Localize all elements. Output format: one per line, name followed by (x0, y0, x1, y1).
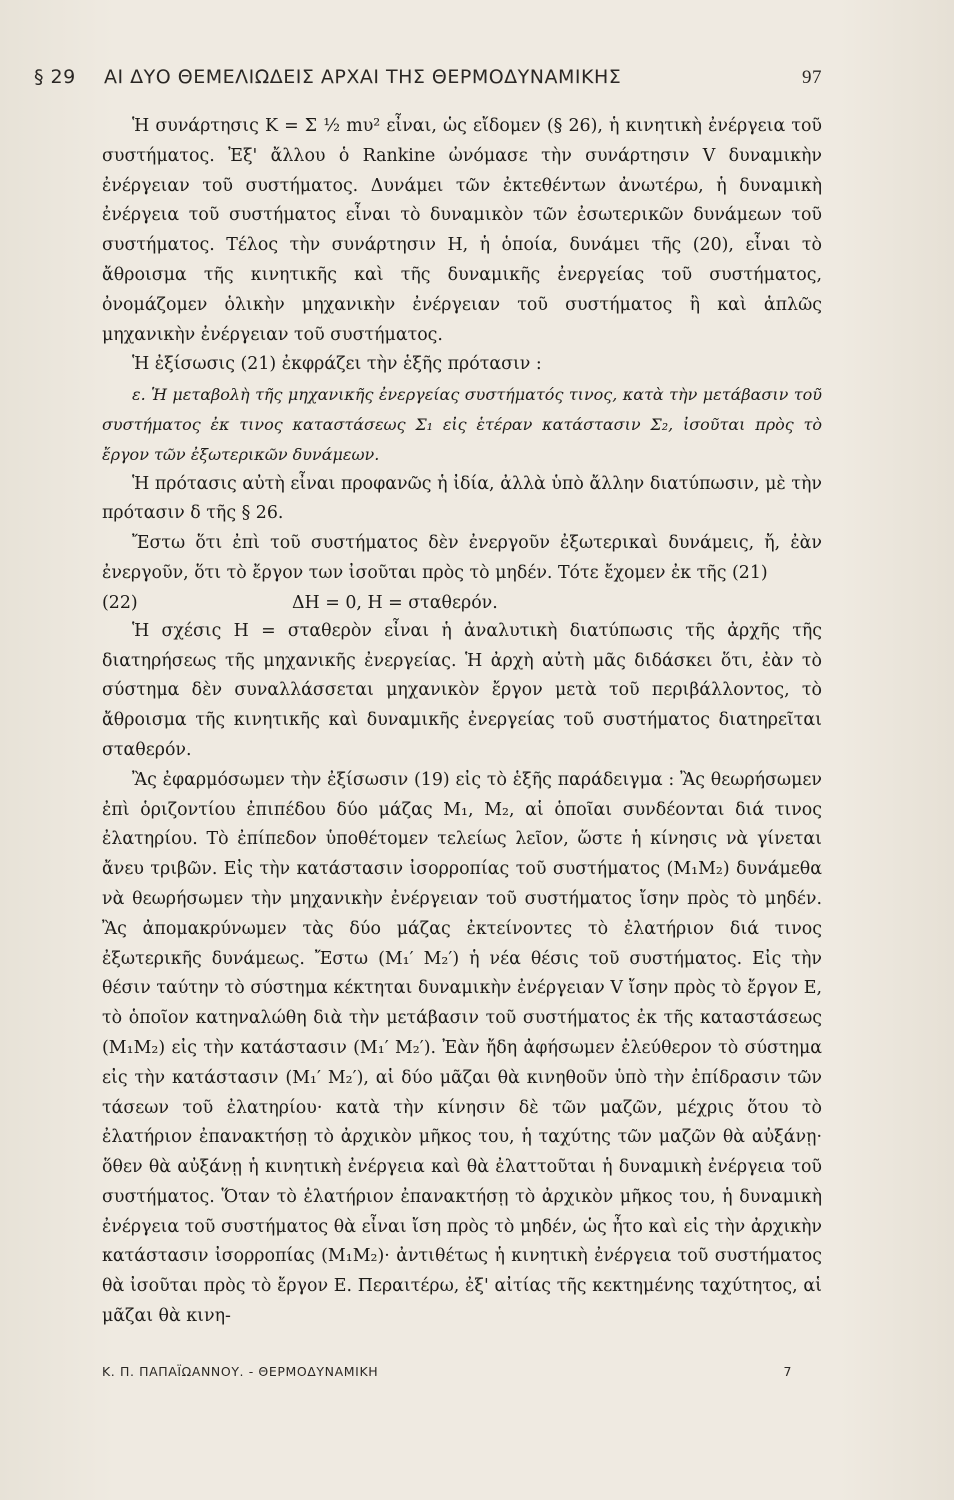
equation-22 (102, 589, 822, 617)
page-body (102, 112, 822, 1332)
paragraph-no-external-forces: Ἔστω ὅτι ἐπὶ τοῦ συστήματος δὲν ἐνεργοῦν ἐξωτερικαὶ δυνάμεις, ἤ, ἐὰν ἐνεργοῦν, ὅτι τὸ ἔργον των ἰσοῦται πρὸς τὸ μηδέν. Τότε ἔχομεν ἐκ τῆς (21) (102, 533, 822, 583)
page-footer (102, 1364, 792, 1379)
paragraph-conservation: Ἡ σχέσις H = σταθερὸν εἶναι ἡ ἀναλυτικὴ διατύπωσις τῆς ἀρχῆς τῆς διατηρήσεως τῆς μηχανικῆς ἐνεργείας. Ἡ ἀρχὴ αὐτὴ μᾶς διδάσκει ὅτι, ἐὰν τὸ σύστημα δὲν συναλλάσσεται μηχανικὸν ἔργον μετὰ τοῦ περιβάλλοντος, τὸ ἄθροισμα τῆς κινητικῆς καὶ δυναμικῆς ἐνεργείας τοῦ συστήματος διατηρεῖται σταθερόν. (102, 620, 822, 760)
page-number: 97 (802, 67, 822, 88)
theorem-e: ε. Ἡ μεταβολὴ τῆς μηχανικῆς ἐνεργείας συστήματός τινος, κατὰ τὴν μετάβασιν τοῦ συστήματος ἐκ τινος καταστάσεως Σ₁ εἰς ἑτέραν κατάστασιν Σ₂, ἰσοῦται πρὸς τὸ ἔργον τῶν ἐξωτερικῶν δυνάμεων. (102, 385, 822, 464)
paragraph-example: Ἂς ἐφαρμόσωμεν τὴν ἐξίσωσιν (19) εἰς τὸ ἑξῆς παράδειγμα : Ἂς θεωρήσωμεν ἐπὶ ὁριζοντίου ἐπιπέδου δύο μάζας M₁, M₂, αἱ ὁποῖαι συνδέονται διά τινος ἐλατηρίου. Τὸ ἐπίπεδον ὑποθέτομεν τελείως λεῖον, ὥστε ἡ κίνησις νὰ γίνεται ἄνευ τριβῶν. Εἰς τὴν κατάστασιν ἰσορροπίας τοῦ συστήματος (M₁M₂) δυνάμεθα νὰ θεωρήσωμεν τὴν μηχανικὴν ἐνέργειαν τοῦ συστήματος ἴσην πρὸς τὸ μηδέν. Ἂς ἀπομακρύνωμεν τὰς δύο μάζας ἐκτείνοντες τὸ ἐλατήριον διά τινος ἐξωτερικῆς δυνάμεως. Ἔστω (M₁′ M₂′) ἡ νέα θέσις τοῦ συστήματος. Εἰς τὴν θέσιν ταύτην τὸ σύστημα κέκτηται δυναμικὴν ἐνέργειαν V ἴσην πρὸς τὸ ἔργον E, τὸ ὁποῖον κατηναλώθη διὰ τὴν μετάβασιν τοῦ συστήματος ἐκ τῆς καταστάσεως (M₁M₂) εἰς τὴν κατάστασιν (M₁′ M₂′). Ἐὰν ἤδη ἀφήσωμεν ἐλεύθερον τὸ σύστημα εἰς τὴν κατάστασιν (M₁′ M₂′), αἱ δύο μᾶζαι θὰ κινηθοῦν ὑπὸ τὴν ἐπίδρασιν τῶν τάσεων τοῦ ἐλατηρίου· κατὰ τὴν κίνησιν δὲ τῶν μαζῶν, μέχρις ὅτου τὸ ἐλατήριον ἐπανακτήσῃ τὸ ἀρχικὸν μῆκος του, ἡ ταχύτης τῶν μαζῶν θὰ αὐξάνῃ· ὅθεν θὰ αὐξάνῃ ἡ κινητικὴ ἐνέργεια καὶ θὰ ἐλαττοῦται ἡ δυναμικὴ ἐνέργεια τοῦ συστήματος. Ὅταν τὸ ἐλατήριον ἐπανακτήσῃ τὸ ἀρχικὸν μῆκος του, ἡ δυναμικὴ ἐνέργεια τοῦ συστήματος θὰ εἶναι ἴση πρὸς τὸ μηδέν, ὡς ἦτο καὶ εἰς τὴν ἀρχικὴν κατάστασιν ἰσορροπίας (M₁M₂)· ἀντιθέτως ἡ κινητικὴ ἐνέργεια τοῦ συστήματος θὰ ἰσοῦται πρὸς τὸ ἔργον E. Περαιτέρω, ἐξ' αἰτίας τῆς κεκτημένης ταχύτητος, αἱ μᾶζαι θὰ κινη- (102, 769, 822, 1327)
equation-expression: ΔH = 0, H = σταθερόν. (292, 592, 498, 613)
chapter-title: ΑΙ ΔΥΟ ΘΕΜΕΛΙΩΔΕΙΣ ΑΡΧΑΙ ΤΗΣ ΘΕΡΜΟΔΥΝΑΜΙΚΗΣ (104, 66, 622, 88)
running-head (34, 66, 822, 89)
signature-mark: 7 (783, 1364, 792, 1379)
paragraph-equation-21: Ἡ ἐξίσωσις (21) ἐκφράζει τὴν ἑξῆς πρότασιν : (132, 354, 542, 375)
footer-author: Κ. Π. ΠΑΠΑΪΩΑΝΝΟΥ. - ΘΕΡΜΟΔΥΝΑΜΙΚΗ (102, 1364, 379, 1379)
paragraph-proposition: Ἡ πρότασις αὐτὴ εἶναι προφανῶς ἡ ἰδία, ἀλλὰ ὑπὸ ἄλλην διατύπωσιν, μὲ τὴν πρότασιν δ τῆς § 26. (102, 473, 822, 524)
paragraph-kinetic-energy: Ἡ συνάρτησις K = Σ ½ mυ² εἶναι, ὡς εἴδομεν (§ 26), ἡ κινητικὴ ἐνέργεια τοῦ συστήματος. Ἐξ' ἄλλου ὁ Rankine ὠνόμασε τὴν συνάρτησιν V δυναμικὴν ἐνέργειαν τοῦ συστήματος. Δυνάμει τῶν ἐκτεθέντων ἀνωτέρω, ἡ δυναμικὴ ἐνέργεια τοῦ συστήματος εἶναι τὸ δυναμικὸν τῶν ἐσωτερικῶν δυνάμεων τοῦ συστήματος. Τέλος τὴν συνάρτησιν H, ἡ ὁποία, δυνάμει τῆς (20), εἶναι τὸ ἄθροισμα τῆς κινητικῆς καὶ τῆς δυναμικῆς ἐνεργείας τοῦ συστήματος, ὀνομάζομεν ὁλικὴν μηχανικὴν ἐνέργειαν τοῦ συστήματος ἢ καὶ ἁπλῶς μηχανικὴν ἐνέργειαν τοῦ συστήματος. (102, 116, 822, 345)
section-number: § 29 (34, 66, 76, 88)
equation-tag: (22) (102, 592, 138, 613)
